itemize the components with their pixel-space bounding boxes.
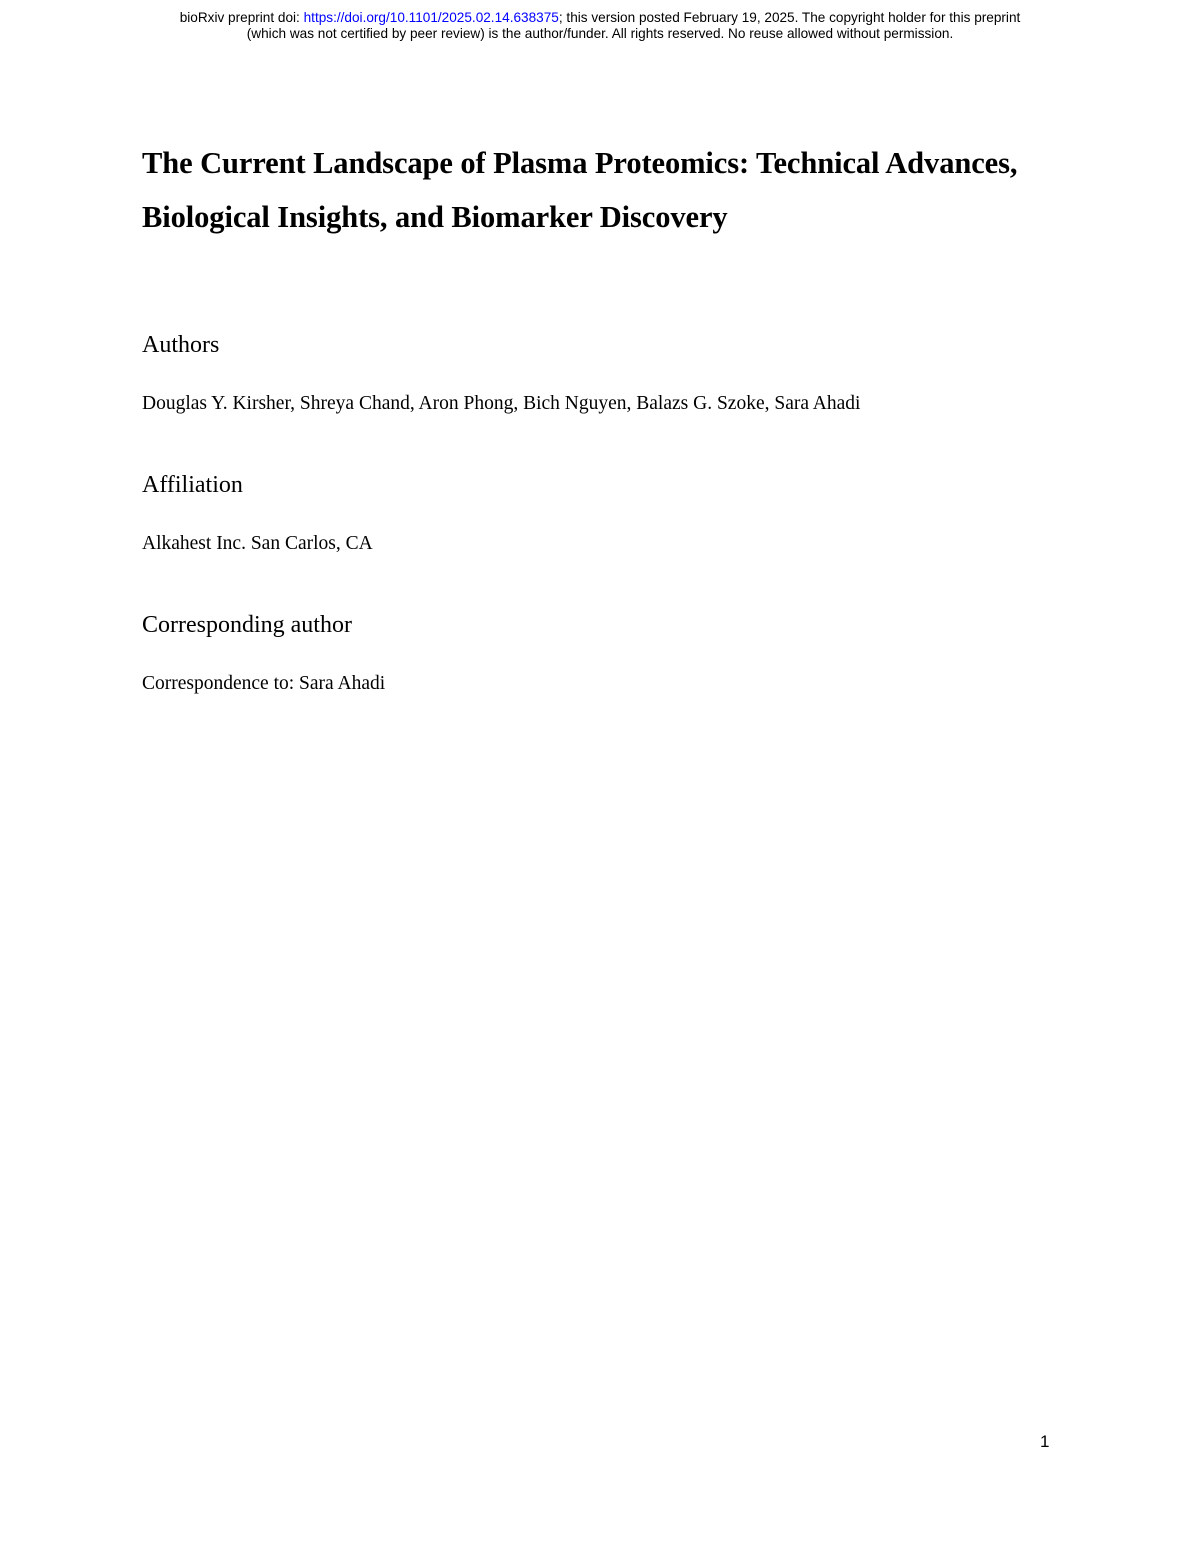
affiliation-text: Alkahest Inc. San Carlos, CA [142, 533, 373, 554]
paper-title-line-2: Biological Insights, and Biomarker Discovery [142, 200, 728, 234]
paper-title [142, 136, 1082, 244]
paper-title-line-1: The Current Landscape of Plasma Proteomics: Technical Advances, [142, 146, 1018, 180]
doi-link[interactable]: https://doi.org/10.1101/2025.02.14.638375 [303, 10, 559, 25]
page-number: 1 [1040, 1432, 1050, 1451]
authors-list: Douglas Y. Kirsher, Shreya Chand, Aron Phong, Bich Nguyen, Balazs G. Szoke, Sara Ahadi [142, 393, 861, 414]
header-prefix: bioRxiv preprint doi: [179, 10, 304, 25]
header-suffix: ; this version posted February 19, 2025. The copyright holder for this preprint [558, 10, 1021, 25]
affiliation-heading: Affiliation [142, 472, 243, 498]
corresponding-author-text: Correspondence to: Sara Ahadi [142, 673, 386, 694]
front-matter [142, 136, 1082, 696]
authors-heading: Authors [142, 332, 220, 358]
corresponding-author-heading: Corresponding author [142, 612, 352, 638]
header-line-2: (which was not certified by peer review) is the author/funder. All rights reserved. No reuse allowed without permission. [246, 26, 954, 41]
biorxiv-header [0, 10, 1200, 42]
header-line-1 [0, 10, 1200, 26]
